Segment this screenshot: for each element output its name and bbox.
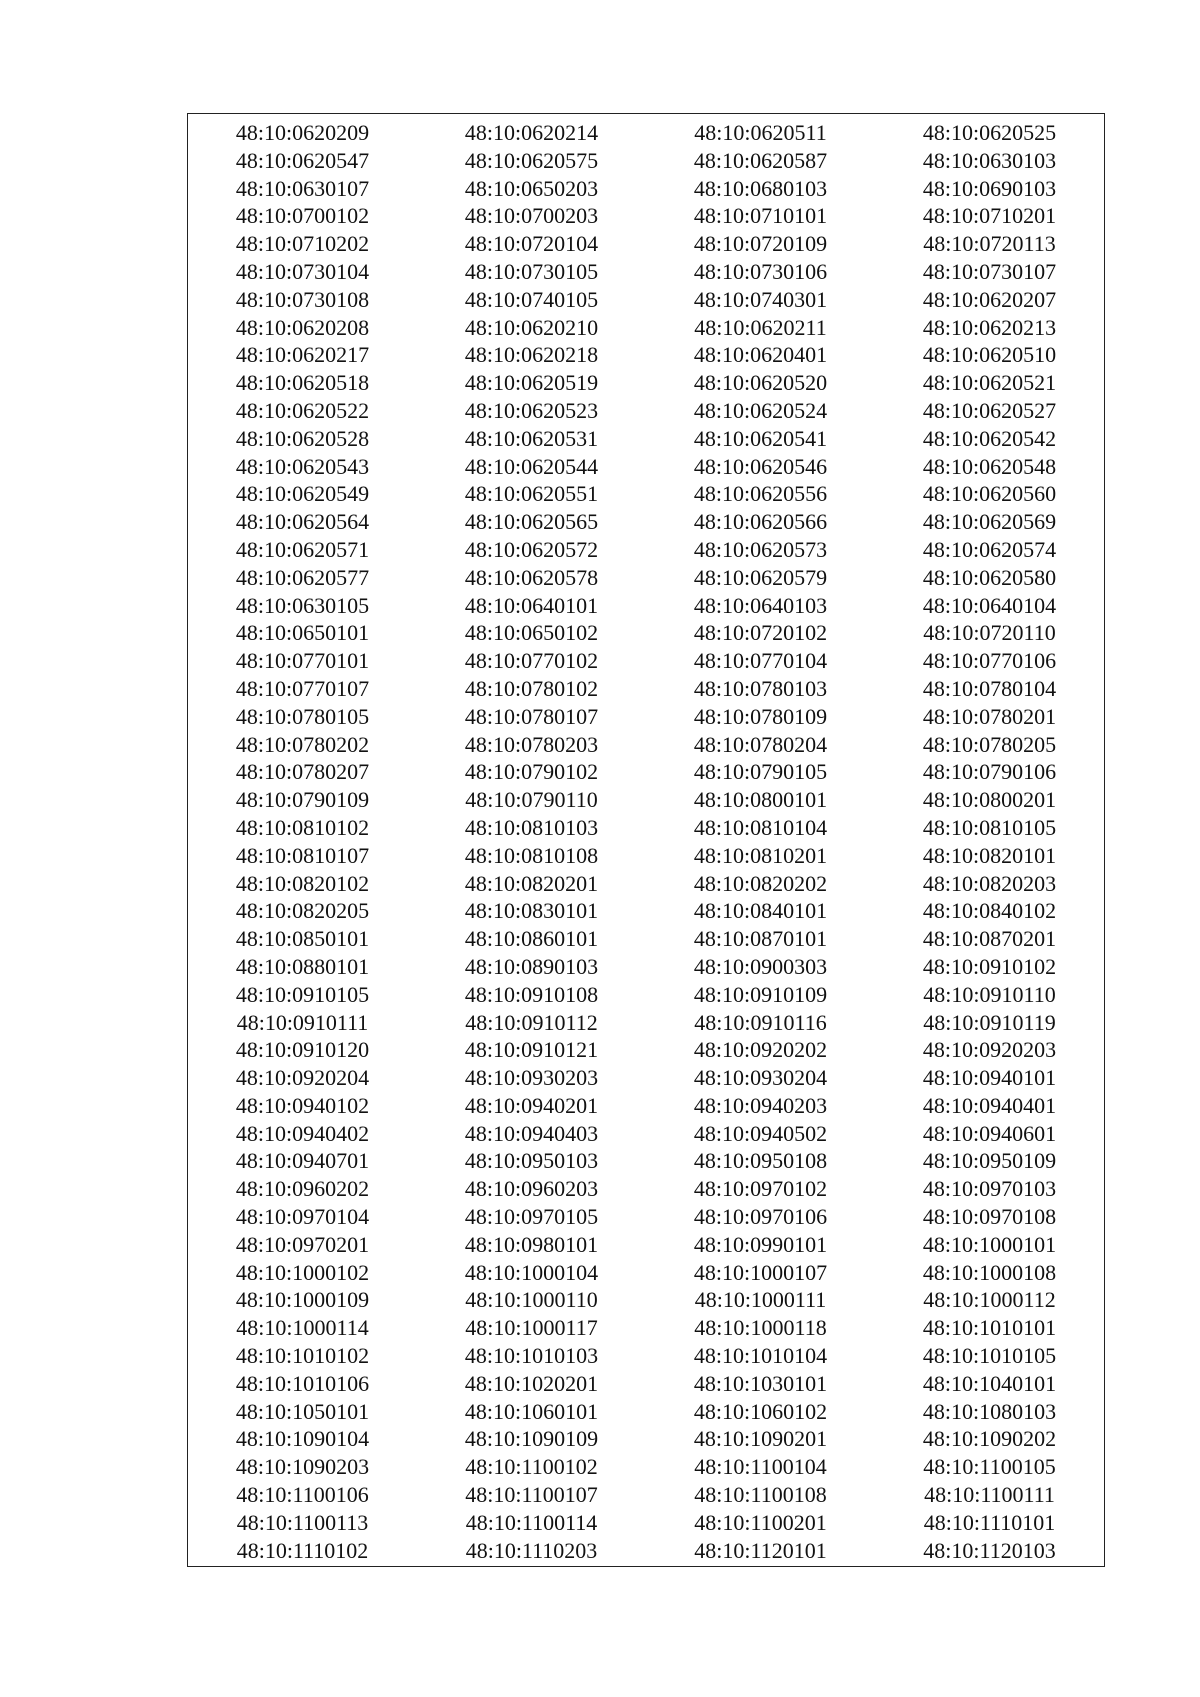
cadastral-number-cell: 48:10:0950108 [693, 1148, 828, 1174]
cadastral-number-cell: 48:10:1100113 [236, 1509, 369, 1535]
cadastral-number-cell: 48:10:0780203 [464, 731, 599, 757]
cadastral-number-cell: 48:10:1030101 [693, 1370, 828, 1396]
table-row [188, 536, 1104, 564]
cadastral-number-cell: 48:10:0740105 [464, 286, 599, 312]
cadastral-number-cell: 48:10:0620551 [464, 481, 599, 507]
cadastral-number-cell: 48:10:0620207 [922, 286, 1057, 312]
cadastral-number-cell: 48:10:0790106 [922, 759, 1057, 785]
cadastral-number-cell: 48:10:1090202 [922, 1426, 1057, 1452]
table-row [188, 1064, 1104, 1092]
cadastral-number-cell: 48:10:0710202 [235, 231, 370, 257]
cadastral-number-cell: 48:10:0940502 [693, 1120, 828, 1146]
cadastral-number-cell: 48:10:0900303 [693, 953, 828, 979]
cadastral-number-cell: 48:10:0970106 [693, 1204, 828, 1230]
cadastral-number-cell: 48:10:0720110 [923, 620, 1056, 646]
table-row [188, 675, 1104, 703]
cadastral-number-cell: 48:10:0770104 [693, 648, 828, 674]
table-row [188, 1425, 1104, 1453]
cadastral-number-cell: 48:10:0840101 [693, 898, 828, 924]
table-row [188, 480, 1104, 508]
cadastral-number-cell: 48:10:0780201 [922, 703, 1057, 729]
table-row [188, 1259, 1104, 1287]
cadastral-number-cell: 48:10:1000101 [922, 1231, 1057, 1257]
cadastral-number-cell: 48:10:0720109 [693, 231, 828, 257]
table-row [188, 814, 1104, 842]
table-row [188, 425, 1104, 453]
table-row [188, 1009, 1104, 1037]
cadastral-number-cell: 48:10:0630103 [922, 147, 1057, 173]
cadastral-number-cell: 48:10:0970201 [235, 1231, 370, 1257]
cadastral-number-cell: 48:10:0810102 [235, 814, 370, 840]
cadastral-number-cell: 48:10:0620548 [922, 453, 1057, 479]
cadastral-number-cell: 48:10:1100102 [465, 1454, 598, 1480]
cadastral-number-cell: 48:10:0920204 [235, 1065, 370, 1091]
table-row [188, 1036, 1104, 1064]
cadastral-number-cell: 48:10:0620564 [235, 509, 370, 535]
cadastral-number-cell: 48:10:0710201 [922, 203, 1057, 229]
cadastral-number-cell: 48:10:1050101 [235, 1398, 370, 1424]
table-row [188, 1120, 1104, 1148]
table-row [188, 1398, 1104, 1426]
table-row [188, 564, 1104, 592]
cadastral-number-cell: 48:10:0620210 [464, 314, 599, 340]
cadastral-number-cell: 48:10:0910116 [694, 1009, 827, 1035]
cadastral-number-cell: 48:10:0620587 [693, 147, 828, 173]
cadastral-number-cell: 48:10:0710101 [693, 203, 828, 229]
cadastral-number-cell: 48:10:0620520 [693, 370, 828, 396]
cadastral-number-cell: 48:10:1000102 [235, 1259, 370, 1285]
cadastral-number-cell: 48:10:1000108 [922, 1259, 1057, 1285]
cadastral-number-cell: 48:10:1010103 [464, 1343, 599, 1369]
cadastral-number-cell: 48:10:0730108 [235, 286, 370, 312]
cadastral-number-cell: 48:10:0970102 [693, 1176, 828, 1202]
cadastral-number-cell: 48:10:0860101 [464, 926, 599, 952]
cadastral-number-cell: 48:10:0680103 [693, 175, 828, 201]
cadastral-number-cell: 48:10:0620208 [235, 314, 370, 340]
cadastral-number-cell: 48:10:0790102 [464, 759, 599, 785]
cadastral-number-cell: 48:10:1090203 [235, 1454, 370, 1480]
cadastral-number-cell: 48:10:1100108 [694, 1482, 827, 1508]
cadastral-number-cell: 48:10:0620571 [235, 536, 370, 562]
cadastral-number-cell: 48:10:1100105 [923, 1454, 1056, 1480]
cadastral-number-cell: 48:10:0620578 [464, 564, 599, 590]
cadastral-number-cell: 48:10:0740301 [693, 286, 828, 312]
table-row [188, 1370, 1104, 1398]
cadastral-number-cell: 48:10:0890103 [464, 953, 599, 979]
cadastral-number-cell: 48:10:0820205 [235, 898, 370, 924]
cadastral-number-cell: 48:10:0850101 [235, 926, 370, 952]
cadastral-number-cell: 48:10:0820102 [235, 870, 370, 896]
table-row [188, 175, 1104, 203]
cadastral-number-cell: 48:10:0770106 [922, 648, 1057, 674]
cadastral-number-cell: 48:10:0620541 [693, 425, 828, 451]
cadastral-number-cell: 48:10:0910120 [235, 1037, 370, 1063]
cadastral-number-cell: 48:10:0820203 [922, 870, 1057, 896]
cadastral-number-cell: 48:10:1100201 [694, 1509, 827, 1535]
table-row [188, 953, 1104, 981]
cadastral-number-cell: 48:10:0730105 [464, 258, 599, 284]
cadastral-number-cell: 48:10:0730104 [235, 258, 370, 284]
table-row [188, 1175, 1104, 1203]
cadastral-number-cell: 48:10:1120101 [694, 1537, 827, 1563]
cadastral-number-cell: 48:10:1000107 [693, 1259, 828, 1285]
cadastral-number-cell: 48:10:0620577 [235, 564, 370, 590]
cadastral-number-cell: 48:10:0620547 [235, 147, 370, 173]
cadastral-number-cell: 48:10:0620549 [235, 481, 370, 507]
cadastral-number-cell: 48:10:0930204 [693, 1065, 828, 1091]
cadastral-number-cell: 48:10:0620579 [693, 564, 828, 590]
cadastral-number-cell: 48:10:0910108 [464, 981, 599, 1007]
cadastral-number-cell: 48:10:0780204 [693, 731, 828, 757]
cadastral-number-cell: 48:10:0940401 [922, 1092, 1057, 1118]
cadastral-number-cell: 48:10:0940403 [464, 1120, 599, 1146]
cadastral-number-cell: 48:10:0620543 [235, 453, 370, 479]
cadastral-number-cell: 48:10:0940402 [235, 1120, 370, 1146]
cadastral-number-cell: 48:10:1080103 [922, 1398, 1057, 1424]
cadastral-number-cell: 48:10:1110102 [236, 1537, 369, 1563]
cadastral-number-cell: 48:10:0940601 [922, 1120, 1057, 1146]
cadastral-number-cell: 48:10:1000118 [694, 1315, 827, 1341]
cadastral-number-cell: 48:10:0960202 [235, 1176, 370, 1202]
cadastral-number-cell: 48:10:1100114 [465, 1509, 598, 1535]
cadastral-number-cell: 48:10:0620519 [464, 370, 599, 396]
cadastral-number-cell: 48:10:0640104 [922, 592, 1057, 618]
cadastral-number-cell: 48:10:1120103 [923, 1537, 1056, 1563]
cadastral-number-cell: 48:10:0770101 [235, 648, 370, 674]
cadastral-number-cell: 48:10:0870201 [922, 926, 1057, 952]
table-row [188, 147, 1104, 175]
table-row [188, 1092, 1104, 1120]
cadastral-number-cell: 48:10:0950109 [922, 1148, 1057, 1174]
cadastral-number-cell: 48:10:0780109 [693, 703, 828, 729]
cadastral-number-cell: 48:10:0650101 [235, 620, 370, 646]
cadastral-number-cell: 48:10:0780104 [922, 675, 1057, 701]
cadastral-number-cell: 48:10:0700102 [235, 203, 370, 229]
cadastral-number-cell: 48:10:0620546 [693, 453, 828, 479]
cadastral-number-cell: 48:10:0880101 [235, 953, 370, 979]
cadastral-number-cell: 48:10:0780105 [235, 703, 370, 729]
cadastral-number-cell: 48:10:0780107 [464, 703, 599, 729]
cadastral-number-cell: 48:10:0910119 [923, 1009, 1056, 1035]
table-row [188, 119, 1104, 147]
cadastral-number-cell: 48:10:0620209 [235, 120, 370, 145]
cadastral-number-cell: 48:10:0620523 [464, 397, 599, 423]
table-row [188, 703, 1104, 731]
cadastral-numbers-table-frame [187, 113, 1105, 1567]
cadastral-number-cell: 48:10:0970105 [464, 1204, 599, 1230]
table-row [188, 647, 1104, 675]
table-row [188, 1453, 1104, 1481]
cadastral-number-cell: 48:10:0940101 [922, 1065, 1057, 1091]
cadastral-number-cell: 48:10:0730106 [693, 258, 828, 284]
cadastral-number-cell: 48:10:1010105 [922, 1343, 1057, 1369]
cadastral-number-cell: 48:10:0620580 [922, 564, 1057, 590]
cadastral-number-cell: 48:10:1100106 [236, 1482, 369, 1508]
table-row [188, 508, 1104, 536]
table-row [188, 1231, 1104, 1259]
table-row [188, 1481, 1104, 1509]
cadastral-number-cell: 48:10:0910109 [693, 981, 828, 1007]
cadastral-number-cell: 48:10:0650203 [464, 175, 599, 201]
cadastral-number-cell: 48:10:0820101 [922, 842, 1057, 868]
cadastral-number-cell: 48:10:0810103 [464, 814, 599, 840]
cadastral-number-cell: 48:10:0780205 [922, 731, 1057, 757]
cadastral-number-cell: 48:10:0620574 [922, 536, 1057, 562]
cadastral-number-cell: 48:10:0620521 [922, 370, 1057, 396]
cadastral-number-cell: 48:10:0940701 [235, 1148, 370, 1174]
cadastral-number-cell: 48:10:1090104 [235, 1426, 370, 1452]
cadastral-number-cell: 48:10:0810108 [464, 842, 599, 868]
cadastral-number-cell: 48:10:0910112 [465, 1009, 598, 1035]
cadastral-number-cell: 48:10:0930203 [464, 1065, 599, 1091]
cadastral-number-cell: 48:10:0990101 [693, 1231, 828, 1257]
table-row [188, 341, 1104, 369]
cadastral-number-cell: 48:10:0980101 [464, 1231, 599, 1257]
cadastral-number-cell: 48:10:0630107 [235, 175, 370, 201]
table-row [188, 1147, 1104, 1175]
cadastral-number-cell: 48:10:0770102 [464, 648, 599, 674]
cadastral-number-cell: 48:10:0620218 [464, 342, 599, 368]
cadastral-number-cell: 48:10:1000117 [465, 1315, 598, 1341]
table-row [188, 1509, 1104, 1537]
cadastral-number-cell: 48:10:0810107 [235, 842, 370, 868]
table-row [188, 925, 1104, 953]
cadastral-number-cell: 48:10:0640103 [693, 592, 828, 618]
cadastral-number-cell: 48:10:0910102 [922, 953, 1057, 979]
cadastral-number-cell: 48:10:1110203 [465, 1537, 598, 1563]
cadastral-number-cell: 48:10:0620525 [922, 120, 1057, 145]
cadastral-number-cell: 48:10:1100107 [465, 1482, 598, 1508]
cadastral-number-cell: 48:10:1060102 [693, 1398, 828, 1424]
cadastral-number-cell: 48:10:0730107 [922, 258, 1057, 284]
cadastral-number-cell: 48:10:0620573 [693, 536, 828, 562]
table-row [188, 731, 1104, 759]
cadastral-number-cell: 48:10:0620528 [235, 425, 370, 451]
cadastral-number-cell: 48:10:0810105 [922, 814, 1057, 840]
table-row [188, 202, 1104, 230]
cadastral-number-cell: 48:10:0970108 [922, 1204, 1057, 1230]
cadastral-number-cell: 48:10:1000110 [465, 1287, 598, 1313]
cadastral-number-cell: 48:10:0790109 [235, 787, 370, 813]
table-row [188, 1342, 1104, 1370]
cadastral-number-cell: 48:10:0620575 [464, 147, 599, 173]
table-row [188, 786, 1104, 814]
cadastral-number-cell: 48:10:0870101 [693, 926, 828, 952]
cadastral-number-cell: 48:10:0790105 [693, 759, 828, 785]
table-row [188, 314, 1104, 342]
cadastral-number-cell: 48:10:0920202 [693, 1037, 828, 1063]
cadastral-number-cell: 48:10:1090109 [464, 1426, 599, 1452]
cadastral-number-cell: 48:10:0620544 [464, 453, 599, 479]
cadastral-number-cell: 48:10:0620522 [235, 397, 370, 423]
cadastral-number-cell: 48:10:0690103 [922, 175, 1057, 201]
cadastral-number-cell: 48:10:0630105 [235, 592, 370, 618]
cadastral-number-cell: 48:10:0620542 [922, 425, 1057, 451]
table-body [188, 119, 1104, 1564]
cadastral-number-cell: 48:10:0950103 [464, 1148, 599, 1174]
cadastral-numbers-table [188, 119, 1104, 1564]
cadastral-number-cell: 48:10:0720113 [923, 231, 1056, 257]
cadastral-number-cell: 48:10:0800201 [922, 787, 1057, 813]
cadastral-number-cell: 48:10:0910121 [464, 1037, 599, 1063]
table-row [188, 897, 1104, 925]
cadastral-number-cell: 48:10:0910111 [236, 1009, 369, 1035]
cadastral-number-cell: 48:10:0780102 [464, 675, 599, 701]
cadastral-number-cell: 48:10:0970103 [922, 1176, 1057, 1202]
cadastral-number-cell: 48:10:0840102 [922, 898, 1057, 924]
cadastral-number-cell: 48:10:0620401 [693, 342, 828, 368]
cadastral-number-cell: 48:10:0800101 [693, 787, 828, 813]
cadastral-number-cell: 48:10:1000114 [236, 1315, 369, 1341]
cadastral-number-cell: 48:10:1000109 [235, 1287, 370, 1313]
cadastral-number-cell: 48:10:0920203 [922, 1037, 1057, 1063]
cadastral-number-cell: 48:10:0940203 [693, 1092, 828, 1118]
table-row [188, 842, 1104, 870]
cadastral-number-cell: 48:10:0820202 [693, 870, 828, 896]
table-row [188, 397, 1104, 425]
cadastral-number-cell: 48:10:0620527 [922, 397, 1057, 423]
cadastral-number-cell: 48:10:1000112 [923, 1287, 1056, 1313]
cadastral-number-cell: 48:10:0620211 [694, 314, 827, 340]
cadastral-number-cell: 48:10:0770107 [235, 675, 370, 701]
cadastral-number-cell: 48:10:0620531 [464, 425, 599, 451]
cadastral-number-cell: 48:10:0620213 [922, 314, 1057, 340]
cadastral-number-cell: 48:10:1020201 [464, 1370, 599, 1396]
table-row [188, 592, 1104, 620]
cadastral-number-cell: 48:10:0620510 [922, 342, 1057, 368]
table-row [188, 453, 1104, 481]
cadastral-number-cell: 48:10:0780202 [235, 731, 370, 757]
cadastral-number-cell: 48:10:0720102 [693, 620, 828, 646]
table-row [188, 870, 1104, 898]
cadastral-number-cell: 48:10:1010106 [235, 1370, 370, 1396]
cadastral-number-cell: 48:10:0700203 [464, 203, 599, 229]
cadastral-number-cell: 48:10:0620217 [235, 342, 370, 368]
cadastral-number-cell: 48:10:1090201 [693, 1426, 828, 1452]
table-row [188, 1314, 1104, 1342]
cadastral-number-cell: 48:10:0940102 [235, 1092, 370, 1118]
cadastral-number-cell: 48:10:0620565 [464, 509, 599, 535]
table-row [188, 1286, 1104, 1314]
table-row [188, 230, 1104, 258]
cadastral-number-cell: 48:10:1010102 [235, 1343, 370, 1369]
cadastral-number-cell: 48:10:1000104 [464, 1259, 599, 1285]
cadastral-number-cell: 48:10:0620560 [922, 481, 1057, 507]
cadastral-number-cell: 48:10:0910105 [235, 981, 370, 1007]
table-row [188, 286, 1104, 314]
table-row [188, 758, 1104, 786]
cadastral-number-cell: 48:10:0810201 [693, 842, 828, 868]
cadastral-number-cell: 48:10:0620214 [464, 120, 599, 145]
table-row [188, 1203, 1104, 1231]
table-row [188, 981, 1104, 1009]
cadastral-number-cell: 48:10:1040101 [922, 1370, 1057, 1396]
cadastral-number-cell: 48:10:0830101 [464, 898, 599, 924]
cadastral-number-cell: 48:10:0820201 [464, 870, 599, 896]
cadastral-number-cell: 48:10:0620569 [922, 509, 1057, 535]
table-row [188, 369, 1104, 397]
table-row [188, 1537, 1104, 1565]
cadastral-number-cell: 48:10:0720104 [464, 231, 599, 257]
cadastral-number-cell: 48:10:1000111 [694, 1287, 827, 1313]
cadastral-number-cell: 48:10:0810104 [693, 814, 828, 840]
table-row [188, 258, 1104, 286]
cadastral-number-cell: 48:10:0620566 [693, 509, 828, 535]
cadastral-number-cell: 48:10:0620511 [694, 120, 827, 145]
cadastral-number-cell: 48:10:0620572 [464, 536, 599, 562]
table-row [188, 619, 1104, 647]
cadastral-number-cell: 48:10:1060101 [464, 1398, 599, 1424]
cadastral-number-cell: 48:10:0940201 [464, 1092, 599, 1118]
cadastral-number-cell: 48:10:0780103 [693, 675, 828, 701]
cadastral-number-cell: 48:10:0790110 [465, 787, 598, 813]
cadastral-number-cell: 48:10:0620556 [693, 481, 828, 507]
cadastral-number-cell: 48:10:1100111 [924, 1482, 1055, 1508]
cadastral-number-cell: 48:10:1010104 [693, 1343, 828, 1369]
cadastral-number-cell: 48:10:1010101 [922, 1315, 1057, 1341]
cadastral-number-cell: 48:10:0910110 [923, 981, 1056, 1007]
cadastral-number-cell: 48:10:0620518 [235, 370, 370, 396]
cadastral-number-cell: 48:10:0620524 [693, 397, 828, 423]
cadastral-number-cell: 48:10:1100104 [694, 1454, 827, 1480]
cadastral-number-cell: 48:10:0650102 [464, 620, 599, 646]
cadastral-number-cell: 48:10:0780207 [235, 759, 370, 785]
cadastral-number-cell: 48:10:0970104 [235, 1204, 370, 1230]
cadastral-number-cell: 48:10:0640101 [464, 592, 599, 618]
cadastral-number-cell: 48:10:0960203 [464, 1176, 599, 1202]
cadastral-number-cell: 48:10:1110101 [923, 1509, 1056, 1535]
